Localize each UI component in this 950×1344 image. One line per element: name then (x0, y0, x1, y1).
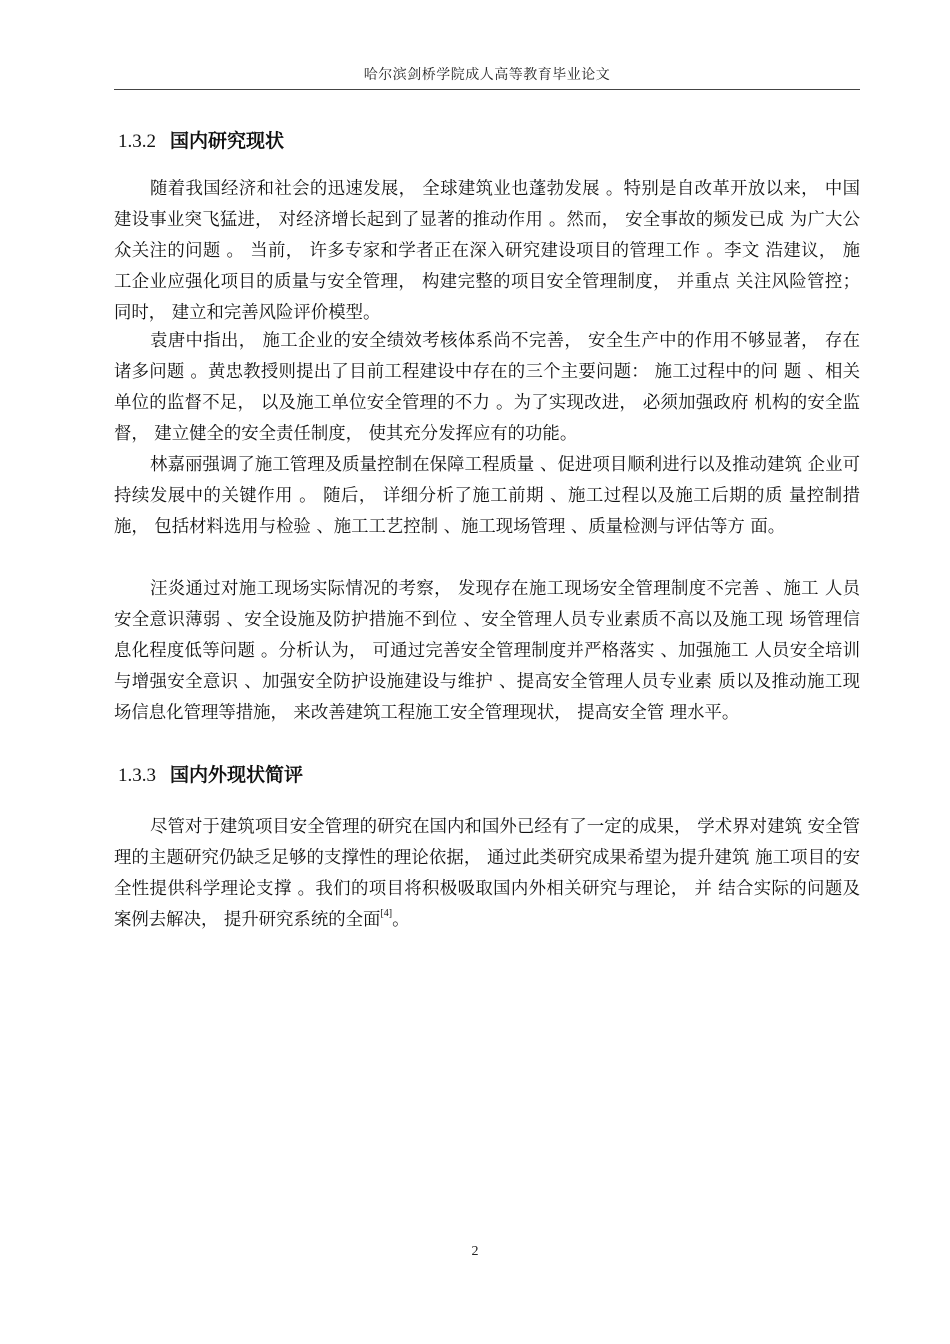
paragraph: 汪炎通过对施工现场实际情况的考察， 发现存在施工现场安全管理制度不完善 、施工 人员安全意识薄弱 、安全设施及防护措施不到位 、安全管理人员专业素质不高以及施工现 场管理信息化程度低等问题 。分析认为， 可通过完善安全管理制度并严格落实 、加强施工 人员安全培训与增强安全意识 、加强安全防护设施建设与维护 、提高安全管理人员专业素 质以及推动施工现场信息化管理等措施， 来改善建筑工程施工安全管理现状， 提高安全管 理水平。 (114, 579, 860, 723)
header-divider (114, 89, 860, 90)
section-heading-1-3-3 (118, 760, 303, 787)
running-header: 哈尔滨剑桥学院成人高等教育毕业论文 (363, 67, 611, 83)
paragraph: 随着我国经济和社会的迅速发展， 全球建筑业也蓬勃发展 。特别是自改革开放以来， 中国建设事业突飞猛进， 对经济增长起到了显著的推动作用 。然而， 安全事故的频发已成 为广大公众关注的问题 。 当前， 许多专家和学者正在深入研究建设项目的管理工作 。李文 浩建议， 施工企业应强化项目的质量与安全管理， 构建完整的项目安全管理制度， 并重点 关注风险管控； 同时， 建立和完善风险评价模型。 (114, 179, 860, 323)
section-heading-1-3-2 (118, 126, 284, 153)
paragraph: 林嘉丽强调了施工管理及质量控制在保障工程质量 、促进项目顺利进行以及推动建筑 企业可持续发展中的关键作用 。 随后， 详细分析了施工前期 、施工过程以及施工后期的质 量控制措施， 包括材料选用与检验 、施工工艺控制 、施工现场管理 、质量检测与评估等方 面。 (114, 455, 860, 537)
paragraph-with-citation (114, 812, 860, 936)
paragraph-text: 尽管对于建筑项目安全管理的研究在国内和国外已经有了一定的成果， 学术界对建筑 安全管理的主题研究仍缺乏足够的支撑性的理论依据， 通过此类研究成果希望为提升建筑 施工项目的安全性提供科学理论支撑 。我们的项目将积极吸取国内外相关研究与理论， 并 结合实际的问题及案例去解决， 提升研究系统的全面 (114, 817, 860, 930)
citation-ref: [4] (380, 908, 393, 919)
paragraph: 袁唐中指出， 施工企业的安全绩效考核体系尚不完善， 安全生产中的作用不够显著， 存在诸多问题 。黄忠教授则提出了目前工程建设中存在的三个主要问题： 施工过程中的问 题 、相关单位的监督不足， 以及施工单位安全管理的不力 。为了实现改进， 必须加强政府 机构的安全监督， 建立健全的安全责任制度， 使其充分发挥应有的功能。 (114, 331, 860, 444)
page-number: 2 (471, 1244, 479, 1259)
paragraph-ending: 。 (392, 910, 410, 930)
section-title: 国内研究现状 (170, 130, 285, 152)
section-number: 1.3.2 (118, 131, 156, 152)
section-number: 1.3.3 (118, 765, 156, 786)
section-title: 国内外现状简评 (170, 764, 304, 786)
